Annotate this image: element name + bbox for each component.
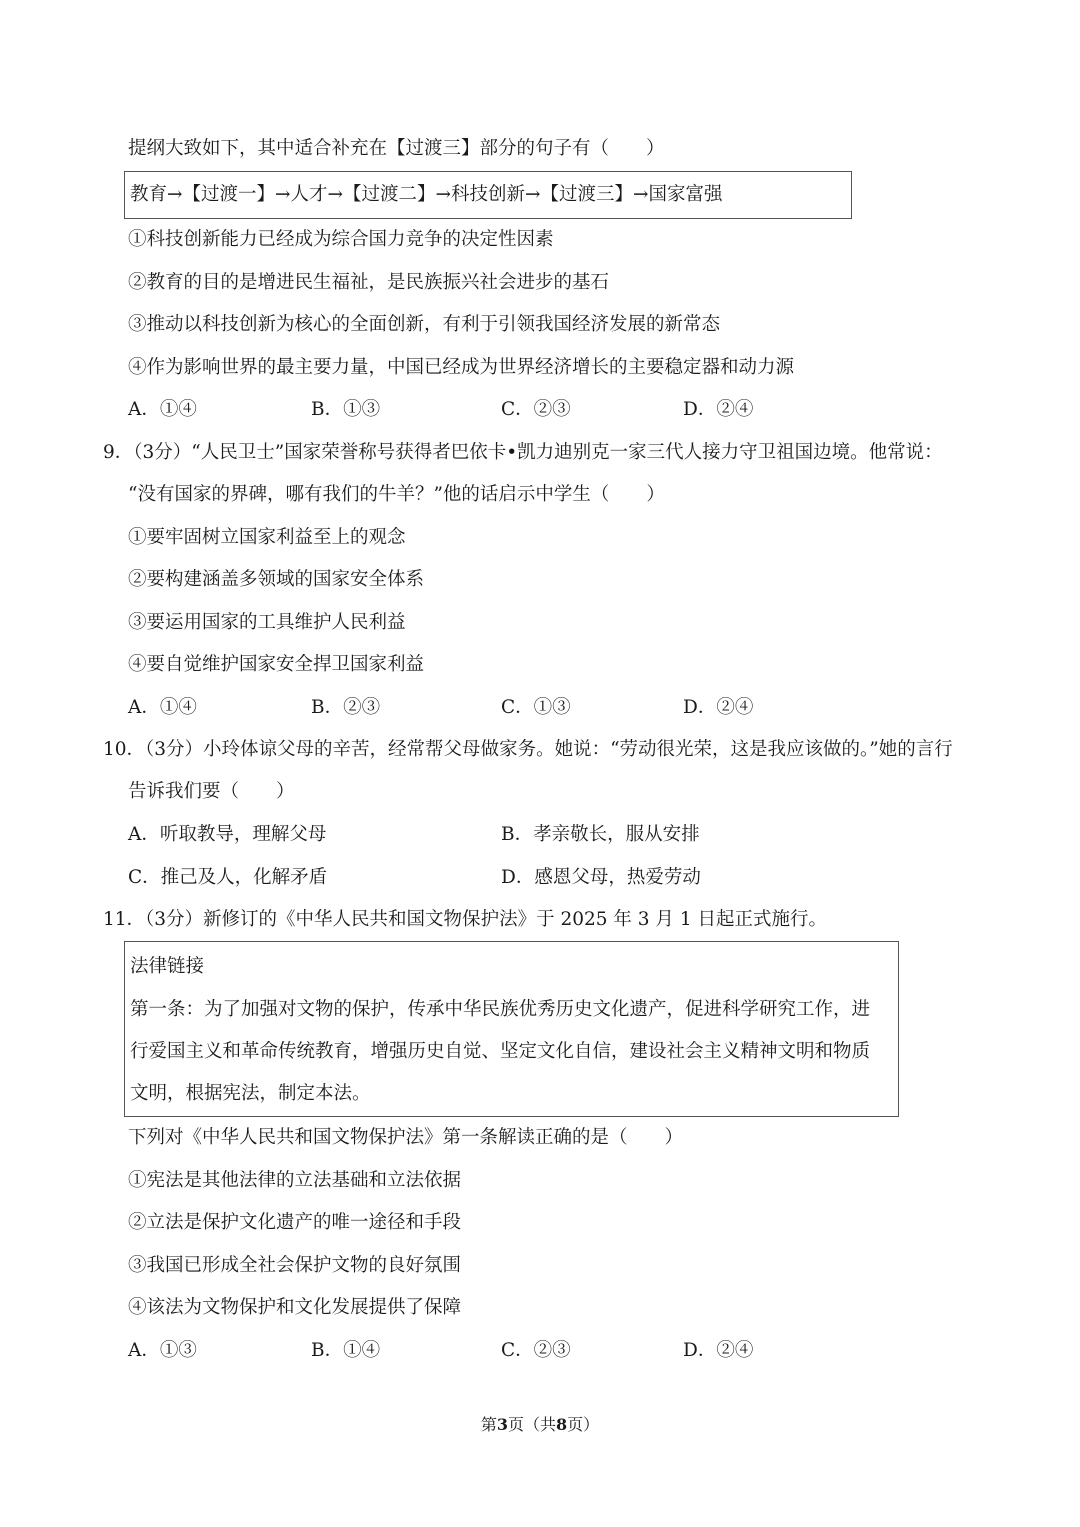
q10-option-b: B．孝亲敬长，服从安排: [501, 824, 700, 845]
q9-option-b: B．②③: [311, 697, 381, 718]
q8-option-a: A．①④: [128, 399, 197, 420]
q8-option-b: B．①③: [311, 399, 381, 420]
q9-stem-line2: “没有国家的界碑，哪有我们的牛羊？”他的话启示中学生（ ）: [128, 484, 665, 505]
law-link-box: [124, 941, 899, 1117]
q11-option-c: C．②③: [501, 1340, 571, 1361]
q8-outline-box: [124, 171, 852, 219]
q9-item-2: ②要构建涵盖多领域的国家安全体系: [128, 569, 425, 590]
q10-stem-line1: 10．（3分）小玲体谅父母的辛苦，经常帮父母做家务。她说：“劳动很光荣，这是我应该做的。”她的言行: [103, 739, 953, 760]
footer-page-number: 3: [496, 1415, 508, 1434]
q11-option-d: D．②④: [683, 1340, 754, 1361]
q8-stem: 提纲大致如下，其中适合补充在【过渡三】部分的句子有（ ）: [128, 138, 665, 159]
q8-item-3: ③推动以科技创新为核心的全面创新，有利于引领我国经济发展的新常态: [128, 314, 721, 335]
q11-option-b: B．①④: [311, 1340, 381, 1361]
q8-item-1: ①科技创新能力已经成为综合国力竞争的决定性因素: [128, 229, 554, 250]
q9-item-3: ③要运用国家的工具维护人民利益: [128, 612, 406, 633]
q11-question: 下列对《中华人民共和国文物保护法》第一条解读正确的是（ ）: [128, 1127, 684, 1148]
q9-option-d: D．②④: [683, 697, 754, 718]
footer-prefix: 第: [480, 1415, 497, 1434]
q8-outline-text: 教育→【过渡一】→人才→【过渡二】→科技创新→【过渡三】→国家富强: [130, 184, 723, 205]
q11-item-3: ③我国已形成全社会保护文物的良好氛围: [128, 1255, 462, 1276]
q8-item-4: ④作为影响世界的最主要力量，中国已经成为世界经济增长的主要稳定器和动力源: [128, 357, 795, 378]
q8-option-c: C．②③: [501, 399, 571, 420]
q11-stem: 11．（3分）新修订的《中华人民共和国文物保护法》于 2025 年 3 月 1 日起正式施行。: [103, 909, 827, 930]
footer-total-pages: 8: [556, 1415, 568, 1434]
q11-item-4: ④该法为文物保护和文化发展提供了保障: [128, 1297, 462, 1318]
q11-item-2: ②立法是保护文化遗产的唯一途径和手段: [128, 1212, 462, 1233]
q10-option-a: A．听取教导，理解父母: [128, 824, 327, 845]
q10-option-c: C．推己及人，化解矛盾: [128, 867, 328, 888]
q9-item-1: ①要牢固树立国家利益至上的观念: [128, 527, 406, 548]
q10-stem-line2: 告诉我们要（ ）: [128, 781, 295, 802]
q9-item-4: ④要自觉维护国家安全捍卫国家利益: [128, 654, 425, 675]
q9-option-c: C．①③: [501, 697, 571, 718]
q8-item-2: ②教育的目的是增进民生福祉，是民族振兴社会进步的基石: [128, 272, 610, 293]
q8-option-d: D．②④: [683, 399, 754, 420]
q11-item-1: ①宪法是其他法律的立法基础和立法依据: [128, 1170, 462, 1191]
law-article-line1: 第一条：为了加强对文物的保护，传承中华民族优秀历史文化遗产，促进科学研究工作，进: [130, 999, 871, 1020]
footer-suffix: 页）: [567, 1415, 600, 1434]
footer-middle: 页（共: [507, 1415, 556, 1434]
law-link-title: 法律链接: [130, 956, 205, 977]
q11-option-a: A．①③: [128, 1340, 197, 1361]
q9-option-a: A．①④: [128, 697, 197, 718]
law-article-line2: 行爱国主义和革命传统教育，增强历史自觉、坚定文化自信，建设社会主义精神文明和物质: [130, 1041, 871, 1062]
q10-option-d: D．感恩父母，热爱劳动: [501, 867, 701, 888]
law-article-line3: 文明，根据宪法，制定本法。: [130, 1083, 371, 1104]
q9-stem-line1: 9．（3分）“人民卫士”国家荣誉称号获得者巴依卡•凯力迪别克一家三代人接力守卫祖国边境。他常说：: [103, 442, 943, 463]
page-footer: [0, 1415, 1080, 1435]
